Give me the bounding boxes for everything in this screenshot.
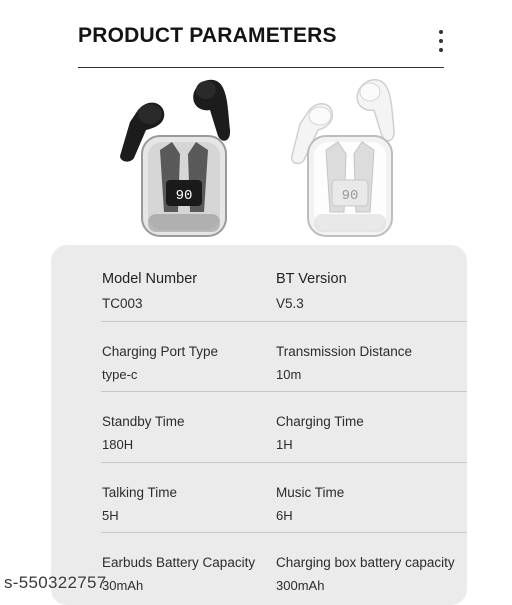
spec-divider [101,532,467,533]
spec-label: BT Version [276,271,347,287]
black-case-display: 90 [175,188,193,204]
spec-divider [101,321,467,322]
more-options-icon[interactable] [436,30,446,58]
spec-divider [101,391,467,392]
white-case-display: 90 [341,188,359,204]
spec-value: 180H [102,437,134,452]
spec-card [51,245,467,605]
white-earbud-right [357,80,394,141]
header-divider [78,67,444,68]
spec-value: 1H [276,437,293,452]
spec-label: Music Time [276,485,345,500]
black-earbud-right [193,80,230,141]
spec-label: Earbuds Battery Capacity [102,555,256,570]
spec-label: Charging box battery capacity [276,555,455,570]
page-title: PRODUCT PARAMETERS [78,24,337,47]
black-charging-case [142,136,226,236]
spec-value: V5.3 [276,296,304,311]
spec-value: TC003 [102,296,143,311]
spec-value: 5H [102,508,119,523]
spec-value: 30mAh [102,578,144,593]
spec-value: 10m [276,367,302,382]
spec-label: Charging Time [276,414,364,429]
spec-label: Model Number [102,271,198,287]
spec-label: Charging Port Type [102,344,219,359]
spec-value: 6H [276,508,293,523]
watermark: s-550322757 [4,573,107,592]
spec-value: type-c [102,367,138,382]
spec-value: 300mAh [276,578,325,593]
white-charging-case [308,136,392,236]
spec-label: Transmission Distance [276,344,413,359]
spec-divider [101,462,467,463]
product-image [90,72,430,244]
spec-label: Standby Time [102,414,185,429]
spec-label: Talking Time [102,485,178,500]
